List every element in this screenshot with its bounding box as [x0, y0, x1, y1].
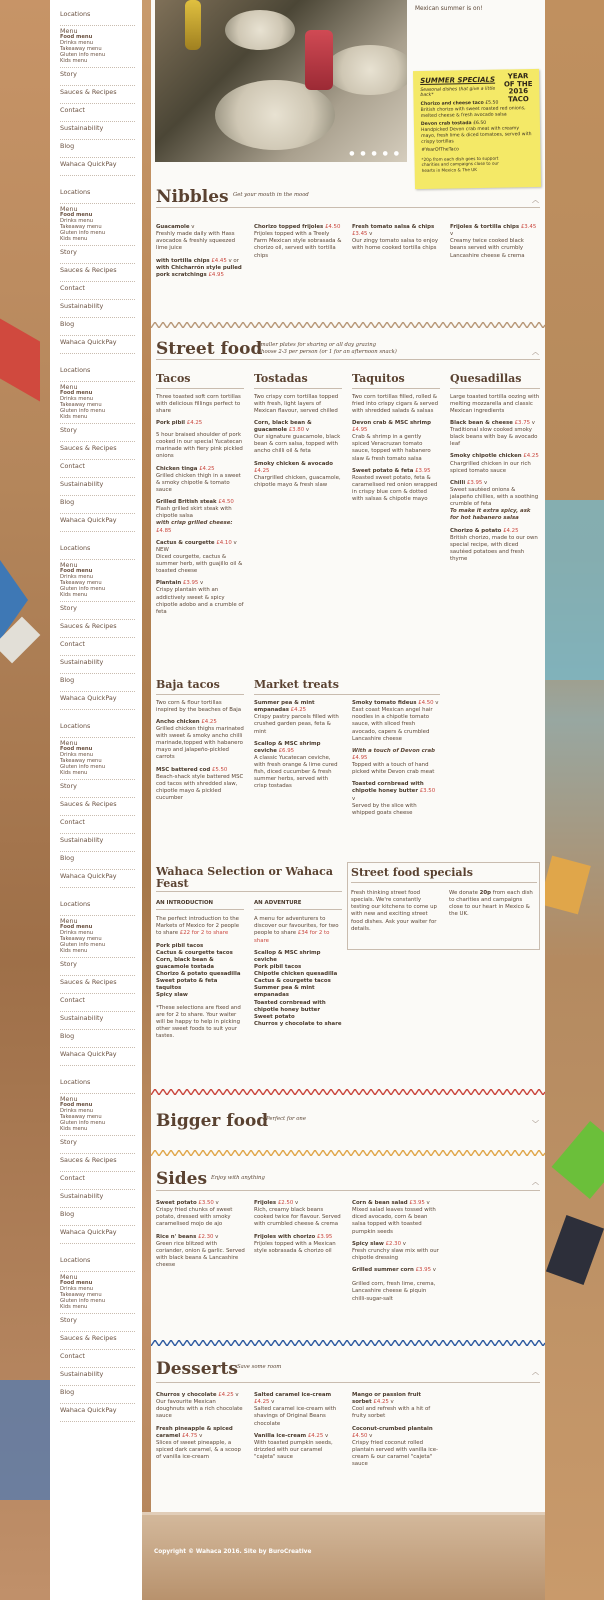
baja-tacos-column: Baja tacos Two corn & flour tortillas inspired by the beaches of Baja Ancho chicken £4.25 Grilled chicken thighs marinated with sweet & smoky ancho chilli marinade,topped with habanero mayo and jalapeño-pickled carrots MSC battered cod £5.50 Beach-shack style battered MSC cod tacos with shredded slaw, chipotle mayo & pickled cucumber — [156, 678, 244, 802]
tostadas-column: Tostadas Two crispy corn tortillas topped with fresh, light layers of Mexican flavour, served chilled Corn, black bean & guacamole £3.80 v Our signature guacamole, black bean & corn salsa, topped with ancho chilli oil & feta Smoky chicken & avocado £4.25 Chargrilled chicken, guacamole, chipotle mayo & fresh slaw — [254, 372, 341, 488]
nav-item-sauces-recipes[interactable]: Sauces & Recipes — [60, 264, 135, 282]
sides-column: Corn & bean salad £3.95 v Mixed salad leaves tossed with diced avocado, corn & bean salsa topped with toasted pumpkin seeds Spicy slaw £2.30 v Fresh crunchy slaw mix with our chipotle dressing Grilled summer corn £3.95 v Grilled corn, fresh lime, crema, Lancashire cheese & piquin chilli-sugar-salt — [352, 1200, 439, 1302]
zigzag-divider — [151, 1089, 545, 1095]
nav-item-drinks-menu[interactable]: Drinks menu — [60, 40, 94, 47]
nav-group — [60, 364, 135, 532]
nav-item-kids-menu[interactable]: Kids menu — [60, 1126, 88, 1133]
sides-column: Sweet potato £3.50 v Crispy fried chunks of sweet potato, dressed with smoky caramelised mojo de ajo Rice n' beans £2.30 v Green rice blitzed with coriander, onion & garlic. Served with black beans & Lancashire cheese — [156, 1200, 245, 1268]
nav-item-menu[interactable]: Menu — [60, 1095, 78, 1103]
nibbles-title: Nibbles — [156, 187, 229, 207]
bigger-food-title[interactable]: Bigger food — [156, 1111, 269, 1131]
nav-item-gluten-info-menu[interactable]: Gluten info menu — [60, 52, 106, 59]
nav-item-story[interactable]: Story — [60, 1314, 135, 1332]
nav-item-kids-menu[interactable]: Kids menu — [60, 58, 88, 65]
nav-item-blog[interactable]: Blog — [60, 852, 135, 870]
nav-item-story[interactable]: Story — [60, 424, 135, 442]
sides-title: Sides — [156, 1169, 208, 1189]
nav-menu-group — [60, 1272, 135, 1314]
red-paint-shape — [0, 318, 40, 401]
nav-item-locations[interactable]: Locations — [60, 720, 135, 738]
nav-item-story[interactable]: Story — [60, 780, 135, 798]
tacos-column: Tacos Three toasted soft corn tortillas with delicious fillings perfect to share Pork pibil £4.25 5 hour braised shoulder of pork cooked in our special Yucatecan marinade with fiery pink pickled onions Chicken tinga £4.25 Grilled chicken thigh in a sweet & smoky chipotle & tomato sauce Grilled British steak £4.50 Flash grilled skirt steak with chipotle salsa with crisp grilled cheese: £4.85 Cactus & courgette £4.10 v NEW Diced courgette, cactus & summer herb, with guajillo oil & toasted cheese Plantain £3.95 v Crispy plantain with an addictively sweet & spicy chipotle adobo and a crumble of feta — [156, 372, 244, 615]
nav-item-locations[interactable]: Locations — [60, 1076, 135, 1094]
nav-item-sustainability[interactable]: Sustainability — [60, 478, 135, 496]
year-of-taco-stamp: YEAR OF THE 2016 TACO — [503, 72, 533, 104]
drink-glass-shape — [305, 30, 333, 90]
nav-item-blog[interactable]: Blog — [60, 1208, 135, 1226]
nav-item-sauces-recipes[interactable]: Sauces & Recipes — [60, 1154, 135, 1172]
nav-item-kids-menu[interactable]: Kids menu — [60, 1304, 88, 1311]
note-lead: Seasonal dishes that give a little back* — [420, 86, 496, 99]
desserts-column: Salted caramel ice-cream £4.25 v Salted caramel ice-cream with shavings of Original Beans chocolate Vanilla ice-cream £4.25 v With toasted pumpkin seeds, drizzled with our caramel "cajeta" sauce — [254, 1392, 337, 1460]
plate-shape — [215, 80, 335, 150]
nav-item-takeaway-menu[interactable]: Takeaway menu — [60, 1292, 102, 1299]
nav-item-gluten-info-menu[interactable]: Gluten info menu — [60, 586, 106, 593]
street-food-specials: Street food specials — [351, 866, 537, 888]
nav-item-sustainability[interactable]: Sustainability — [60, 656, 135, 674]
nav-item-drinks-menu[interactable]: Drinks menu — [60, 1286, 94, 1293]
copyright-text: Copyright © Wahaca 2016. Site by BuroCreative — [154, 1549, 312, 1555]
nav-item-drinks-menu[interactable]: Drinks menu — [60, 396, 94, 403]
nav-item-drinks-menu[interactable]: Drinks menu — [60, 218, 94, 225]
nav-item-menu[interactable]: Menu — [60, 917, 78, 925]
nav-item-menu[interactable]: Menu — [60, 739, 78, 747]
nav-item-contact[interactable]: Contact — [60, 816, 135, 834]
nav-item-drinks-menu[interactable]: Drinks menu — [60, 1108, 94, 1115]
nav-item-sauces-recipes[interactable]: Sauces & Recipes — [60, 86, 135, 104]
specials-text: Fresh thinking street food specials. We're constantly testing our kitchens to come up with new and exciting street food dishes. Ask your waiter for details. — [351, 890, 437, 932]
note-item: Devon crab tostada £6.50 Handpicked Devon crab meat with creamy mayo, fresh lime & diced tomatoes, served with crispy tortillas — [420, 121, 532, 145]
nav-item-takeaway-menu[interactable]: Takeaway menu — [60, 224, 102, 231]
nav-item-gluten-info-menu[interactable]: Gluten info menu — [60, 408, 106, 415]
menu-item: Guacamole v Freshly made daily with Hass avocados & freshly squeezed lime juice with tortilla chips £4.45 v or with Chicharrón style pulled pork scratchings £4.95 — [156, 224, 242, 278]
taquitos-column: Taquitos Two corn tortillas filled, rolled & fried into crispy cigars & served with shredded salads & salsas Devon crab & MSC shrimp £4.95 Crab & shrimp in a gently spiced Veracruzan tomato sauce, topped with habanero slaw & fresh tomato salsa Sweet potato & feta £3.95 Roasted sweet potato, feta & caramelised red onion wrapped in crispy blue corn & dotted with salsas & chipotle mayo — [352, 372, 439, 503]
nav-item-contact[interactable]: Contact — [60, 1350, 135, 1368]
nav-item-story[interactable]: Story — [60, 1136, 135, 1154]
nav-item-contact[interactable]: Contact — [60, 460, 135, 478]
summer-specials-note — [413, 69, 541, 189]
footer — [142, 1512, 545, 1600]
nav-menu-group — [60, 382, 135, 424]
desserts-subtitle: Save some room — [237, 1364, 282, 1370]
sides-column: Frijoles £2.50 v Rich, creamy black beans cooked twice for flavour. Served with crumbled cheese & crema Frijoles with chorizo £3.95 Frijoles topped with a Mexican style sobrasada & chorizo oil — [254, 1200, 341, 1254]
nav-item-blog[interactable]: Blog — [60, 496, 135, 514]
nav-item-blog[interactable]: Blog — [60, 140, 135, 158]
nav-item-gluten-info-menu[interactable]: Gluten info menu — [60, 764, 106, 771]
nav-group — [60, 186, 135, 354]
side-navigation — [50, 0, 142, 1600]
nav-group — [60, 1254, 135, 1422]
nav-item-menu[interactable]: Menu — [60, 561, 78, 569]
nav-item-gluten-info-menu[interactable]: Gluten info menu — [60, 230, 106, 237]
zigzag-divider — [151, 1340, 545, 1346]
nav-item-drinks-menu[interactable]: Drinks menu — [60, 574, 94, 581]
nav-item-blog[interactable]: Blog — [60, 1386, 135, 1404]
wahaca-selection: Wahaca Selection or Wahaca Feast — [156, 866, 342, 897]
note-footnote: *20p from each dish goes to support charities and campaigns close to our hearts in Mexico & The UK — [421, 155, 499, 173]
nav-item-locations[interactable]: Locations — [60, 364, 135, 382]
chevron-down-icon[interactable]: ﹀ — [532, 1120, 539, 1128]
note-title: SUMMER SPECIALS — [420, 75, 496, 85]
nav-item-contact[interactable]: Contact — [60, 638, 135, 656]
chevron-up-icon[interactable]: ︿ — [532, 1178, 539, 1186]
nav-item-contact[interactable]: Contact — [60, 282, 135, 300]
dark-paint-shape — [546, 1215, 604, 1285]
nav-item-locations[interactable]: Locations — [60, 8, 135, 26]
desserts-column: Mango or passion fruit sorbet £4.25 v Cool and refresh with a hit of fruity sorbet Coconut-crumbed plantain £4.50 v Crispy fried coconut rolled plantain served with vanilla ice-cream & our caramel "cajeta" sauce — [352, 1392, 438, 1468]
nav-menu-group — [60, 1094, 135, 1136]
nav-item-menu[interactable]: Menu — [60, 27, 78, 35]
nav-item-blog[interactable]: Blog — [60, 318, 135, 336]
nav-group — [60, 542, 135, 710]
nav-item-contact[interactable]: Contact — [60, 104, 135, 122]
right-wall-background — [545, 0, 604, 1600]
nav-item-food-menu[interactable]: Food menu — [60, 746, 93, 753]
nav-menu-group — [60, 204, 135, 246]
nav-item-gluten-info-menu[interactable]: Gluten info menu — [60, 1298, 106, 1305]
divider — [156, 1190, 540, 1191]
nav-item-sustainability[interactable]: Sustainability — [60, 122, 135, 140]
nav-item-wahaca-quickpay[interactable]: Wahaca QuickPay — [60, 336, 135, 354]
nav-item-menu[interactable]: Menu — [60, 383, 78, 391]
street-food-subtitle: Smaller plates for sharing or all day grazing Choose 2-3 per person (or 1 for an afternoon snack) — [257, 342, 397, 355]
nav-item-locations[interactable]: Locations — [60, 186, 135, 204]
left-wall-background — [0, 0, 50, 1600]
menu-content — [151, 0, 545, 1512]
plate-shape — [325, 45, 407, 95]
nav-item-locations[interactable]: Locations — [60, 898, 135, 916]
nav-item-wahaca-quickpay[interactable]: Wahaca QuickPay — [60, 514, 135, 532]
bigger-food-subtitle: Perfect for one — [266, 1116, 306, 1122]
market-treats-title-wrap: Market treats — [254, 678, 440, 700]
nav-item-wahaca-quickpay[interactable]: Wahaca QuickPay — [60, 1226, 135, 1244]
menu-item: Fresh tomato salsa & chips £3.45 v Our zingy tomato salsa to enjoy with home cooked tortilla chips — [352, 224, 439, 252]
adventure-set-menu: AN ADVENTURE A menu for adventurers to discover our favourites, for two people to share £34 for 2 to share Scallop & MSC shrimp ceviche Pork pibil tacos Chipotle chicken quesadilla Cactus & courgette tacos Summer pea & mint empanadas Toasted cornbread with chipotle honey butter Sweet potato Churros y chocolate to share — [254, 900, 342, 1027]
nav-item-menu[interactable]: Menu — [60, 205, 78, 213]
nav-item-contact[interactable]: Contact — [60, 1172, 135, 1190]
nav-item-sauces-recipes[interactable]: Sauces & Recipes — [60, 620, 135, 638]
nav-item-wahaca-quickpay[interactable]: Wahaca QuickPay — [60, 1048, 135, 1066]
nav-item-food-menu[interactable]: Food menu — [60, 212, 93, 219]
hero-image — [155, 0, 407, 162]
nav-item-sauces-recipes[interactable]: Sauces & Recipes — [60, 1332, 135, 1350]
bottle-shape — [185, 0, 201, 50]
nav-item-sustainability[interactable]: Sustainability — [60, 1012, 135, 1030]
nav-item-takeaway-menu[interactable]: Takeaway menu — [60, 402, 102, 409]
menu-item: Frijoles & tortilla chips £3.45 v Creamy twice cooked black beans served with crumbly Lancashire cheese & crema — [450, 224, 537, 259]
nav-item-wahaca-quickpay[interactable]: Wahaca QuickPay — [60, 870, 135, 888]
nav-item-sauces-recipes[interactable]: Sauces & Recipes — [60, 798, 135, 816]
divider — [156, 207, 540, 208]
divider — [156, 1382, 540, 1383]
sides-subtitle: Enjoy with anything — [211, 1175, 265, 1181]
nav-item-story[interactable]: Story — [60, 246, 135, 264]
nav-item-drinks-menu[interactable]: Drinks menu — [60, 752, 94, 759]
nav-item-sauces-recipes[interactable]: Sauces & Recipes — [60, 442, 135, 460]
nav-menu-group — [60, 738, 135, 780]
nav-item-sustainability[interactable]: Sustainability — [60, 300, 135, 318]
plate-shape — [225, 10, 295, 50]
chevron-up-icon[interactable]: ︿ — [532, 348, 539, 356]
nav-item-locations[interactable]: Locations — [60, 542, 135, 560]
orange-paint-shape — [545, 856, 591, 915]
nav-item-gluten-info-menu[interactable]: Gluten info menu — [60, 1120, 106, 1127]
nav-item-sustainability[interactable]: Sustainability — [60, 1368, 135, 1386]
nav-item-takeaway-menu[interactable]: Takeaway menu — [60, 758, 102, 765]
street-food-title: Street food — [156, 339, 263, 359]
quesadillas-column: Quesadillas Large toasted tortilla oozing with melting mozzarella and classic Mexican ingredients Black bean & cheese £3.75 v Traditional slow cooked smoky black beans with bay & avocado leaf Smoky chipotle chicken £4.25 Chargrilled chicken in our rich spiced tomato sauce Chilli £3.95 v Sweet sautéed onions & jalapeño chillies, with a soothing crumble of feta To make it extra spicy, ask for hot habanero salsa Chorizo & potato £4.25 British chorizo, made to our own special recipe, with diced sautéed potatoes and fresh thyme — [450, 372, 540, 563]
nav-item-wahaca-quickpay[interactable]: Wahaca QuickPay — [60, 692, 135, 710]
chevron-up-icon[interactable]: ︿ — [532, 1368, 539, 1376]
carousel-dots[interactable]: ● ● ● ● ● — [349, 150, 401, 158]
nav-item-contact[interactable]: Contact — [60, 994, 135, 1012]
market-treats-column-2: Smoky tomato fideus £4.50 v East coast Mexican angel hair noodles in a chipotle tomato sauce, with sliced fresh avocado, capers & crumbled Lancashire cheese With a touch of Devon crab £4.95 Topped with a touch of hand picked white Devon crab meat Toasted cornbread with chipotle honey butter £3.50 v Served by the slice with whipped goats cheese — [352, 700, 439, 816]
divider — [156, 359, 540, 360]
nav-item-takeaway-menu[interactable]: Takeaway menu — [60, 46, 102, 53]
nav-item-kids-menu[interactable]: Kids menu — [60, 770, 88, 777]
nav-item-food-menu[interactable]: Food menu — [60, 34, 93, 41]
nav-item-story[interactable]: Story — [60, 602, 135, 620]
desserts-column: Churros y chocolate £4.25 v Our favourite Mexican doughnuts with a rich chocolate sauce Fresh pineapple & spiced caramel £4.75 v Slices of sweet pineapple, a spiced dark caramel, & a scoop of vanilla ice-cream — [156, 1392, 243, 1460]
market-treats-column: Summer pea & mint empanadas £4.25 Crispy pastry parcels filled with crushed garden peas, feta & mint Scallop & MSC shrimp ceviche £6.95 A classic Yucatecan ceviche, with fresh orange & lime cured fish, diced cucumber & fresh summer herbs, served with crisp tostadas — [254, 700, 339, 790]
desserts-title: Desserts — [156, 1359, 238, 1379]
nav-item-story[interactable]: Story — [60, 958, 135, 976]
note-hashtag: #YearOfTheTaco — [421, 147, 459, 154]
green-paint-shape — [552, 1121, 604, 1199]
nav-item-blog[interactable]: Blog — [60, 674, 135, 692]
nav-item-wahaca-quickpay[interactable]: Wahaca QuickPay — [60, 158, 135, 176]
nav-item-gluten-info-menu[interactable]: Gluten info menu — [60, 942, 106, 949]
nav-menu-group — [60, 26, 135, 68]
nav-group — [60, 1076, 135, 1244]
zigzag-divider — [151, 322, 545, 328]
nav-item-food-menu[interactable]: Food menu — [60, 390, 93, 397]
menu-item: Chorizo topped frijoles £4.50 Frijoles topped with a Treely Farm Mexican style sobrasada & chorizo oil, served with tortilla chips — [254, 224, 342, 259]
nav-item-story[interactable]: Story — [60, 68, 135, 86]
teal-paint-patch — [545, 500, 604, 680]
blue-wall-patch — [0, 1380, 50, 1500]
nav-item-menu[interactable]: Menu — [60, 1273, 78, 1281]
donation-text: We donate 20p from each dish to charities and campaigns close to our heart in Mexico & the UK. — [449, 890, 533, 918]
introduction-set-menu: AN INTRODUCTION The perfect introduction to the Markets of Mexico for 2 people to share £22 for 2 to share Pork pibil tacos Cactus & courgette tacos Corn, black bean & guacamole tostada Chorizo & potato quesadilla Sweet potato & feta taquitos Spicy slaw *These selections are fixed and are for 2 to share. Your waiter will be happy to help in picking other sweet foods to suit your tastes. — [156, 900, 244, 1045]
nav-item-takeaway-menu[interactable]: Takeaway menu — [60, 1114, 102, 1121]
nav-item-sauces-recipes[interactable]: Sauces & Recipes — [60, 976, 135, 994]
nav-group — [60, 720, 135, 888]
nav-item-food-menu[interactable]: Food menu — [60, 568, 93, 575]
nav-item-kids-menu[interactable]: Kids menu — [60, 592, 88, 599]
nav-item-food-menu[interactable]: Food menu — [60, 1280, 93, 1287]
intro-text: Mexican summer is on! — [415, 6, 483, 12]
nav-group — [60, 898, 135, 1066]
note-item: Chorizo and cheese taco £5.50 British chorizo with sweet roasted red onions, melted cheese & fresh avocado salsa — [420, 100, 526, 119]
nibbles-subtitle: Get your mouth in the mood — [233, 192, 309, 198]
zigzag-divider — [151, 1150, 545, 1156]
chevron-up-icon[interactable]: ︿ — [532, 196, 539, 204]
nav-item-drinks-menu[interactable]: Drinks menu — [60, 930, 94, 937]
nav-item-takeaway-menu[interactable]: Takeaway menu — [60, 580, 102, 587]
nav-group — [60, 8, 135, 176]
nav-item-kids-menu[interactable]: Kids menu — [60, 236, 88, 243]
nav-item-wahaca-quickpay[interactable]: Wahaca QuickPay — [60, 1404, 135, 1422]
nav-item-blog[interactable]: Blog — [60, 1030, 135, 1048]
nav-menu-group — [60, 560, 135, 602]
nav-item-kids-menu[interactable]: Kids menu — [60, 948, 88, 955]
nav-item-sustainability[interactable]: Sustainability — [60, 1190, 135, 1208]
nav-item-food-menu[interactable]: Food menu — [60, 1102, 93, 1109]
nav-item-food-menu[interactable]: Food menu — [60, 924, 93, 931]
nav-menu-group — [60, 916, 135, 958]
nav-item-takeaway-menu[interactable]: Takeaway menu — [60, 936, 102, 943]
nav-item-sustainability[interactable]: Sustainability — [60, 834, 135, 852]
nav-item-kids-menu[interactable]: Kids menu — [60, 414, 88, 421]
nav-item-locations[interactable]: Locations — [60, 1254, 135, 1272]
